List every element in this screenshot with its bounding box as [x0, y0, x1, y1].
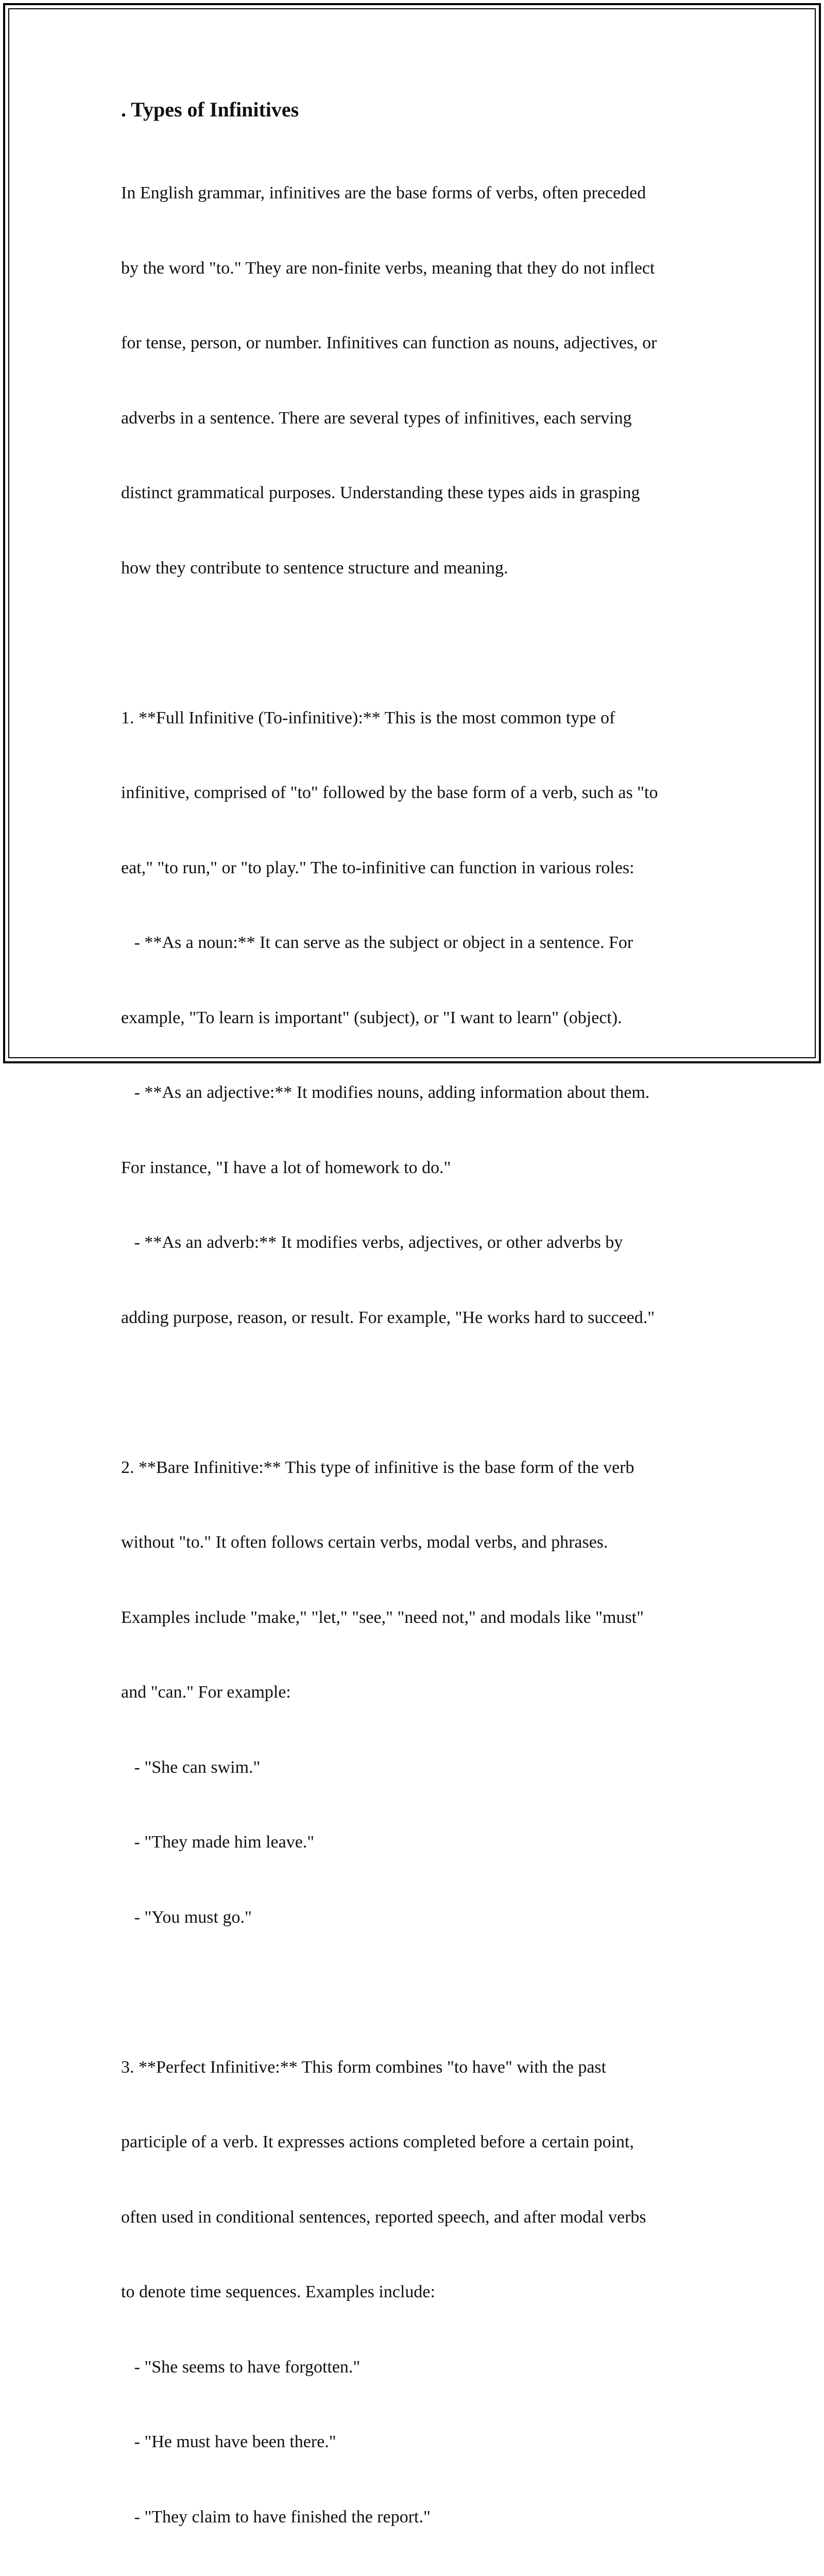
- text-line: adverbs in a sentence. There are several types of infinitives, each serving: [121, 408, 632, 428]
- text-line: - "He must have been there.": [121, 2432, 336, 2451]
- text-line: - **As an adjective:** It modifies nouns, adding information about them.: [121, 1083, 650, 1102]
- text-line: infinitive, comprised of "to" followed by the base form of a verb, such as "to: [121, 783, 658, 802]
- text-line: 1. **Full Infinitive (To-infinitive):** This is the most common type of: [121, 708, 615, 727]
- text-line: eat," "to run," or "to play." The to-infinitive can function in various roles:: [121, 858, 634, 877]
- text-line: to denote time sequences. Examples include:: [121, 2282, 435, 2301]
- text-line: - "You must go.": [121, 1907, 252, 1927]
- text-line: and "can." For example:: [121, 1683, 291, 1702]
- text-line: 3. **Perfect Infinitive:** This form combines "to have" with the past: [121, 2057, 607, 2077]
- blank-line: [121, 1980, 713, 2005]
- text-line: participle of a verb. It expresses actions completed before a certain point,: [121, 2132, 634, 2151]
- text-line: often used in conditional sentences, reported speech, and after modal verbs: [121, 2207, 646, 2227]
- text-line: - "They claim to have finished the report.": [121, 2507, 431, 2527]
- text-line: For instance, "I have a lot of homework to do.": [121, 1158, 451, 1177]
- document-title: . Types of Infinitives: [121, 98, 299, 121]
- text-line: - "She can swim.": [121, 1757, 261, 1777]
- text-line: - **As an adverb:** It modifies verbs, adjectives, or other adverbs by: [121, 1233, 623, 1252]
- document-body: [121, 93, 713, 2576]
- text-line: - "They made him leave.": [121, 1833, 315, 1852]
- blank-line: [121, 1380, 713, 1405]
- text-line: example, "To learn is important" (subject), or "I want to learn" (object).: [121, 1008, 622, 1027]
- text-line: In English grammar, infinitives are the base forms of verbs, often preceded: [121, 183, 646, 202]
- text-line: for tense, person, or number. Infinitives can function as nouns, adjectives, or: [121, 333, 657, 352]
- text-line: - "She seems to have forgotten.": [121, 2357, 360, 2377]
- blank-line: [121, 631, 713, 656]
- document-text: [121, 131, 713, 2576]
- text-line: distinct grammatical purposes. Understanding these types aids in grasping: [121, 483, 640, 502]
- text-line: Examples include "make," "let," "see," "need not," and modals like "must": [121, 1607, 644, 1627]
- text-line: without "to." It often follows certain verbs, modal verbs, and phrases.: [121, 1533, 608, 1552]
- text-line: how they contribute to sentence structure and meaning.: [121, 558, 508, 578]
- text-line: adding purpose, reason, or result. For example, "He works hard to succeed.": [121, 1308, 655, 1327]
- text-line: by the word "to." They are non-finite verbs, meaning that they do not inflect: [121, 258, 655, 278]
- text-line: - **As a noun:** It can serve as the subject or object in a sentence. For: [121, 933, 633, 952]
- text-line: 2. **Bare Infinitive:** This type of infinitive is the base form of the verb: [121, 1458, 634, 1477]
